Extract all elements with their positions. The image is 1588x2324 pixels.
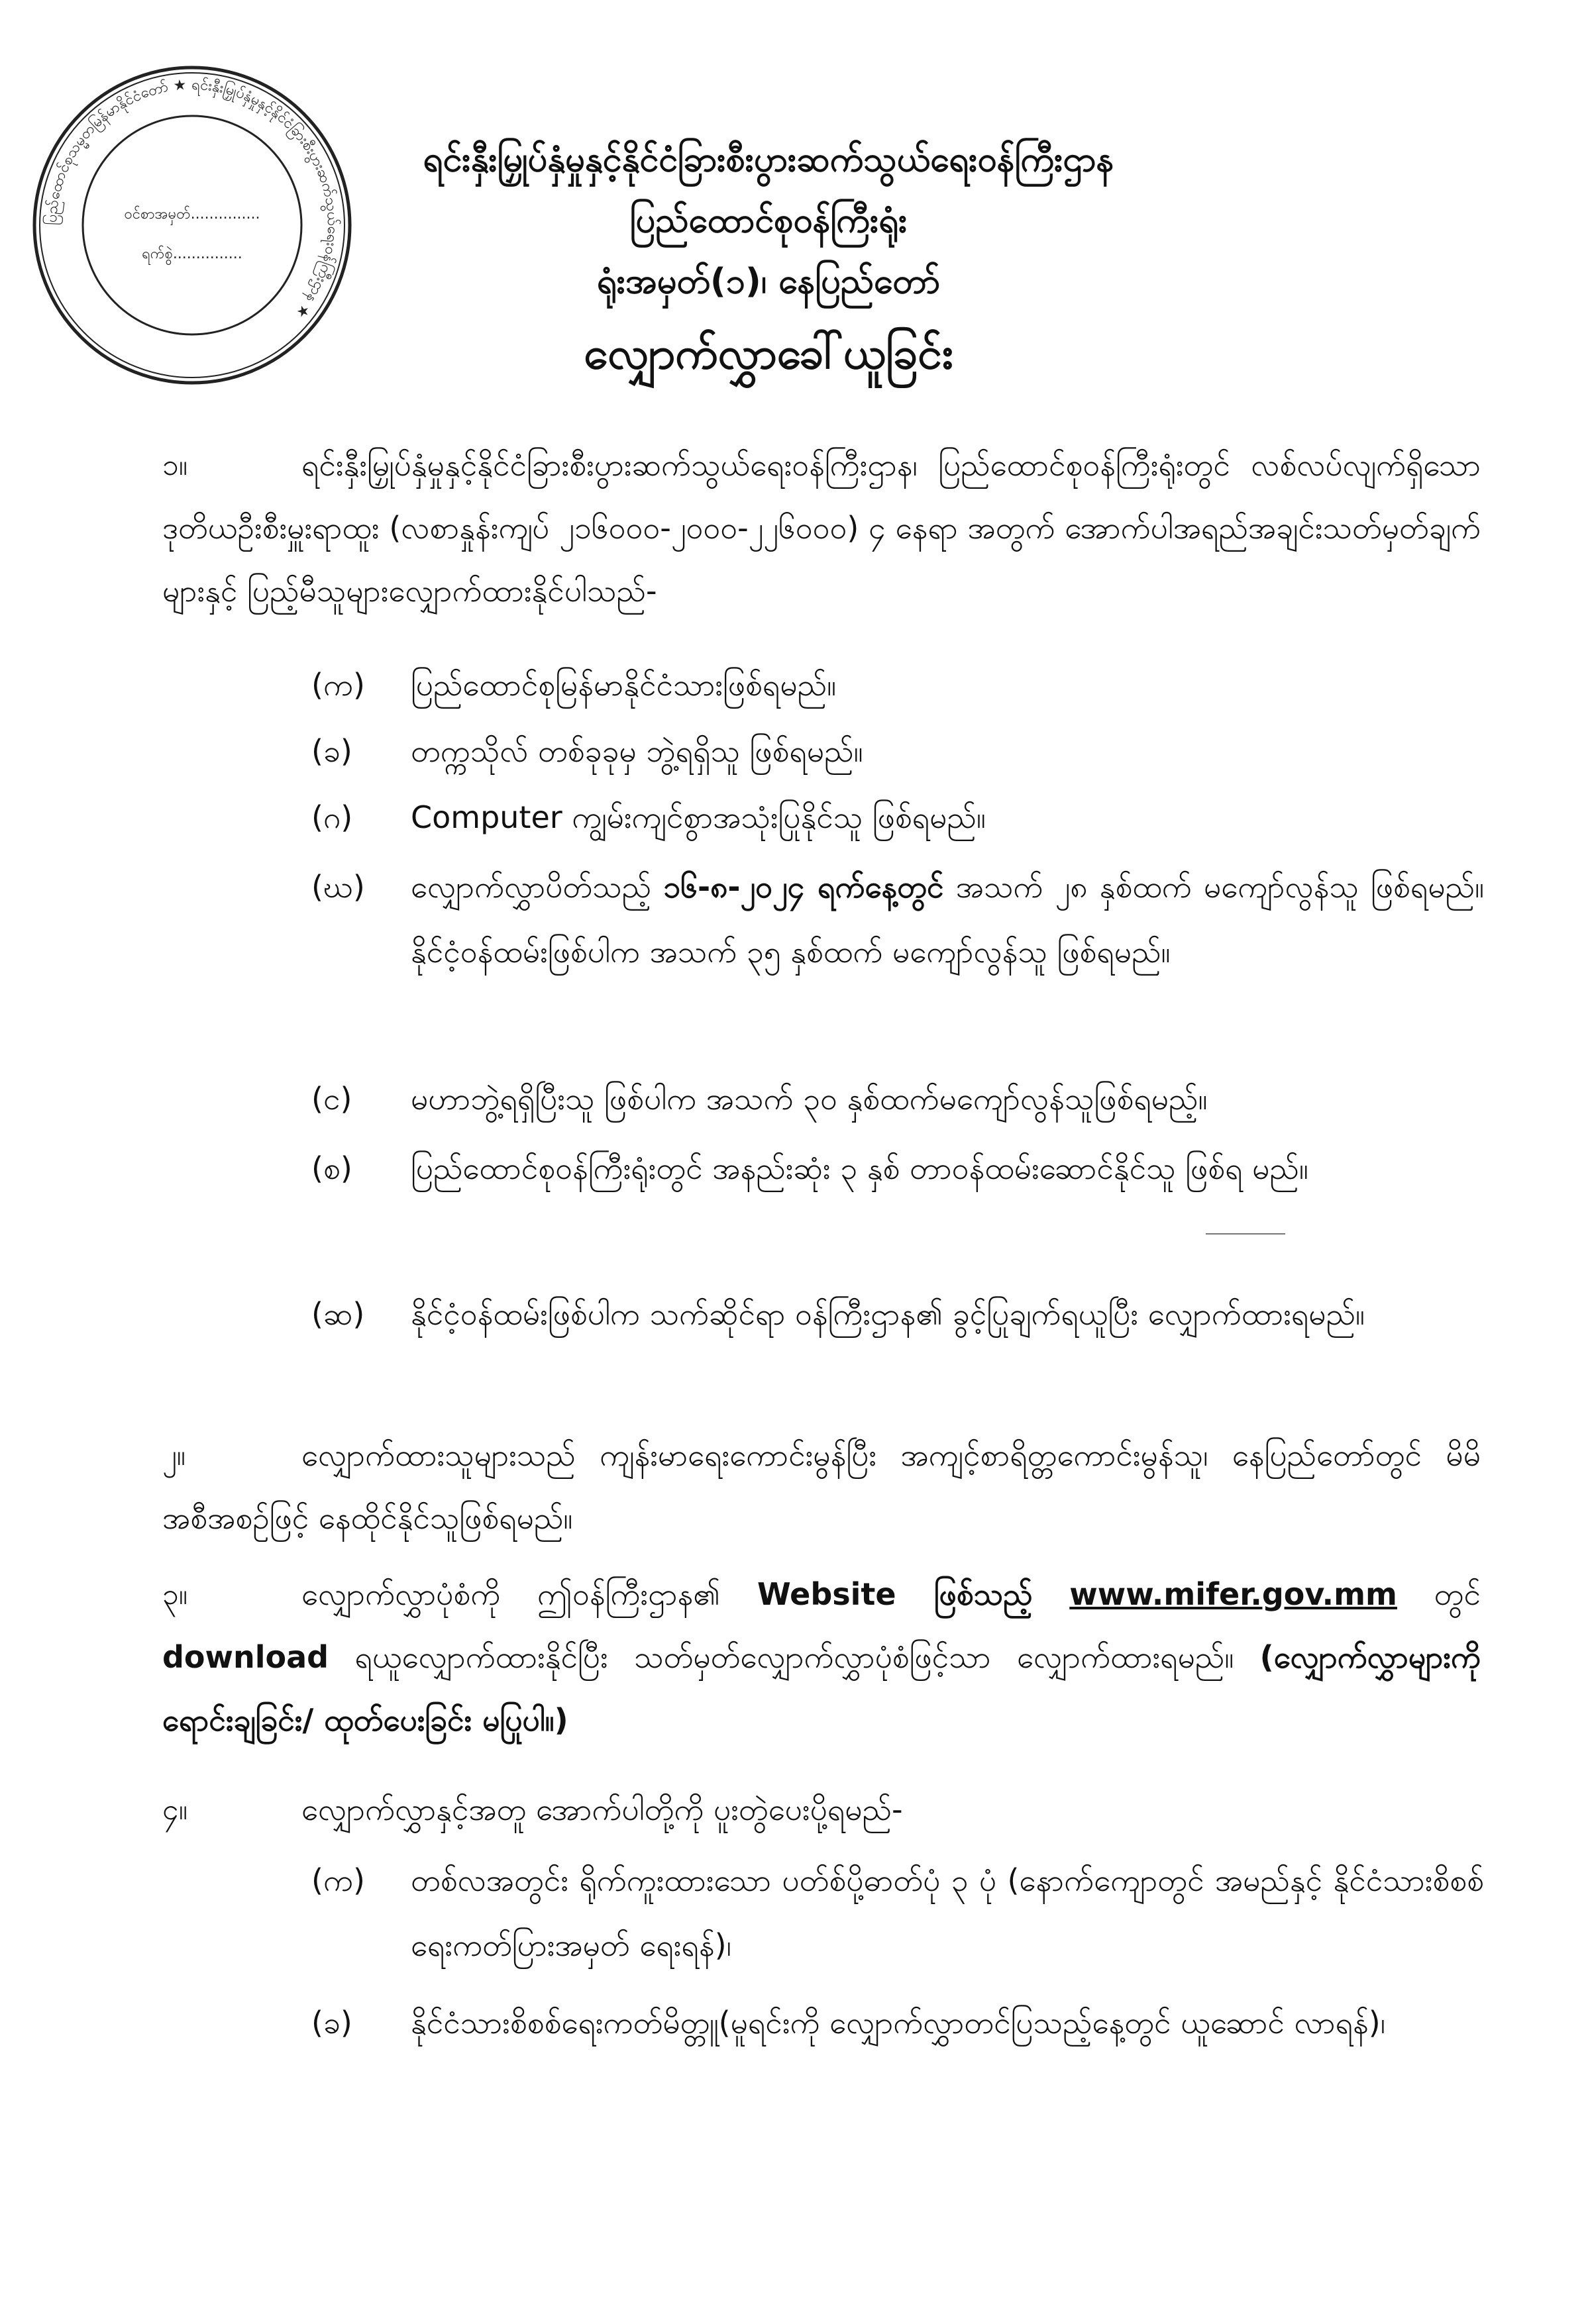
item-marker: (စ) <box>311 1150 352 1186</box>
list-item <box>311 1990 1484 2055</box>
item-text-pre: လျှောက်လွှာပိတ်သည့် <box>411 869 664 905</box>
official-seal <box>26 60 358 391</box>
list-item <box>311 719 1484 783</box>
item-text: နိုင်ငံ့ဝန်ထမ်းဖြစ်ပါက သက်ဆိုင်ရာ ဝန်ကြီးဌာန၏ ခွင့်ပြုချက်ရယူပြီး လျှောက်ထားရမည်။ <box>411 1296 1365 1332</box>
paragraph-2 <box>162 1424 1481 1550</box>
paragraph-1 <box>162 434 1481 623</box>
item-marker: (က) <box>311 1862 365 1898</box>
item-text: ပြည်ထောင်စုဝန်ကြီးရုံးတွင် အနည်းဆုံး ၃ နှစ် တာဝန်ထမ်းဆောင်နိုင်သူ ဖြစ်ရ မည်။ <box>411 1150 1308 1186</box>
item-text: မဟာဘွဲ့ရရှိပြီးသူ ဖြစ်ပါက အသက် ၃၀ နှစ်ထက်မကျော်လွန်သူဖြစ်ရမည့်။ <box>411 1081 1208 1117</box>
item-text: Computer ကျွမ်းကျင်စွာအသုံးပြုနိုင်သူ ဖြစ်ရမည်။ <box>411 799 986 835</box>
download-label: download <box>162 1639 329 1675</box>
list-item <box>311 1282 1484 1346</box>
seal-inner-line1: ဝင်စာအမှတ်............... <box>124 206 260 223</box>
office-name: ပြည်ထောင်စုဝန်ကြီးရုံး <box>629 201 908 240</box>
website-label: Website ဖြစ်သည့် <box>757 1576 1033 1612</box>
letter-header <box>371 129 1166 390</box>
list-item <box>311 1136 1484 1201</box>
text-segment: ရယူလျှောက်ထားနိုင်ပြီး သတ်မှတ်လျှောက်လွှာပုံစံဖြင့်သာ လျှောက်ထားရမည်။ <box>329 1639 1260 1675</box>
paragraph-number: ၁။ <box>162 448 188 482</box>
list-item <box>311 1066 1484 1131</box>
paragraph-number: ၃။ <box>162 1578 188 1611</box>
list-item <box>311 652 1484 717</box>
item-marker: (င) <box>311 1081 352 1117</box>
paragraph-3 <box>162 1563 1481 1752</box>
divider-line <box>1206 1233 1285 1235</box>
office-number: ရုံးအမှတ်(၁)၊ နေပြည်တော် <box>596 262 941 301</box>
item-text-post: အသက် ၂၈ နှစ်ထက် မကျော်လွန်သူ ဖြစ်ရမည်။ နိုင်ငံ့ဝန်ထမ်းဖြစ်ပါက အသက် ၃၅ နှစ်ထက် မကျော်လွန်သူ ဖြစ်ရမည်။ <box>411 869 1485 970</box>
list-item <box>311 785 1484 850</box>
no-sale-notice: (လျှောက်လွှာများကို ရောင်းချခြင်း/ ထုတ်ပေးခြင်း မပြုပါ။) <box>162 1639 1481 1738</box>
seal-ring-text: ပြည်ထောင်စုသမ္မတမြန်မာနိုင်ငံတော် ★ ရင်းနှီးမြှုပ်နှံမှုနှင့်နိုင်ငံခြားစီးပွားဆက်သွယ်ရေးဝန်ကြီးဌာန ★ <box>43 76 341 322</box>
website-link[interactable]: www.mifer.gov.mm <box>1069 1576 1397 1612</box>
paragraph-number: ၄။ <box>162 1793 188 1827</box>
item-text: နိုင်ငံသားစိစစ်ရေးကတ်မိတ္တူ(မူရင်းကို လျှောက်လွှာတင်ပြသည့်နေ့တွင် ယူဆောင် လာရန်)၊ <box>411 2005 1386 2041</box>
closing-date: ၁၆-၈-၂၀၂၄ ရက်နေ့တွင် <box>663 869 944 905</box>
item-marker: (ခ) <box>311 733 352 769</box>
item-marker: (ခ) <box>311 2005 352 2041</box>
paragraph-4 <box>162 1778 1481 1841</box>
item-marker: (ဂ) <box>311 799 353 835</box>
item-text: တက္ကသိုလ် တစ်ခုခုမှ ဘွဲ့ရရှိသူ ဖြစ်ရမည်။ <box>411 733 863 769</box>
item-marker: (ဃ) <box>311 869 365 905</box>
list-item <box>311 854 1484 984</box>
item-text: ပြည်ထောင်စုမြန်မာနိုင်ငံသားဖြစ်ရမည်။ <box>411 667 837 703</box>
paragraph-text <box>162 1563 1481 1752</box>
seal-inner-line2: ရက်စွဲ............... <box>142 246 242 262</box>
announcement-title: လျှောက်လွှာခေါ်ယူခြင်း <box>584 328 953 379</box>
list-item <box>311 1848 1484 1978</box>
item-text <box>411 854 1484 984</box>
paragraph-text: လျှောက်လွှာနှင့်အတူ အောက်ပါတို့ကို ပူးတွဲပေးပို့ရမည်- <box>301 1792 903 1827</box>
item-marker: (က) <box>311 667 365 703</box>
text-segment: လျှောက်လွှာပုံစံကို ဤဝန်ကြီးဌာန၏ <box>301 1576 758 1612</box>
paragraph-number: ၂။ <box>162 1439 185 1472</box>
item-marker: (ဆ) <box>311 1296 365 1332</box>
ministry-name: ရင်းနှီးမြှုပ်နှံမှုနှင့်နိုင်ငံခြားစီးပွားဆက်သွယ်ရေးဝန်ကြီးဌာန <box>423 140 1114 179</box>
paragraph-text: ရင်းနှီးမြှုပ်နှံမှုနှင့်နိုင်ငံခြားစီးပွားဆက်သွယ်ရေးဝန်ကြီးဌာန၊ ပြည်ထောင်စုဝန်ကြီးရုံးတွင် လစ်လပ်လျက်ရှိသော ဒုတိယဦးစီးမှူးရာထူး (လစာနှုန်းကျပ် ၂၁၆၀၀၀-၂၀၀၀-၂၂၆၀၀၀) ၄ နေရာ အတွက် အောက်ပါအရည်အချင်းသတ်မှတ်ချက်များနှင့် ပြည့်မီသူများလျှောက်ထားနိုင်ပါသည်- <box>162 447 1481 609</box>
paragraph-text: လျှောက်ထားသူများသည် ကျန်းမာရေးကောင်းမွန်ပြီး အကျင့်စာရိတ္တကောင်းမွန်သူ၊ နေပြည်တော်တွင် မိမိအစီအစဉ်ဖြင့် နေထိုင်နိုင်သူဖြစ်ရမည်။ <box>162 1437 1481 1536</box>
item-text: တစ်လအတွင်း ရိုက်ကူးထားသော ပတ်စ်ပို့ဓာတ်ပုံ ၃ ပုံ (နောက်ကျောတွင် အမည်နှင့် နိုင်ငံသားစိစစ်ရေးကတ်ပြားအမှတ် ရေးရန်)၊ <box>411 1862 1484 1963</box>
text-segment: တွင် <box>1397 1576 1481 1612</box>
